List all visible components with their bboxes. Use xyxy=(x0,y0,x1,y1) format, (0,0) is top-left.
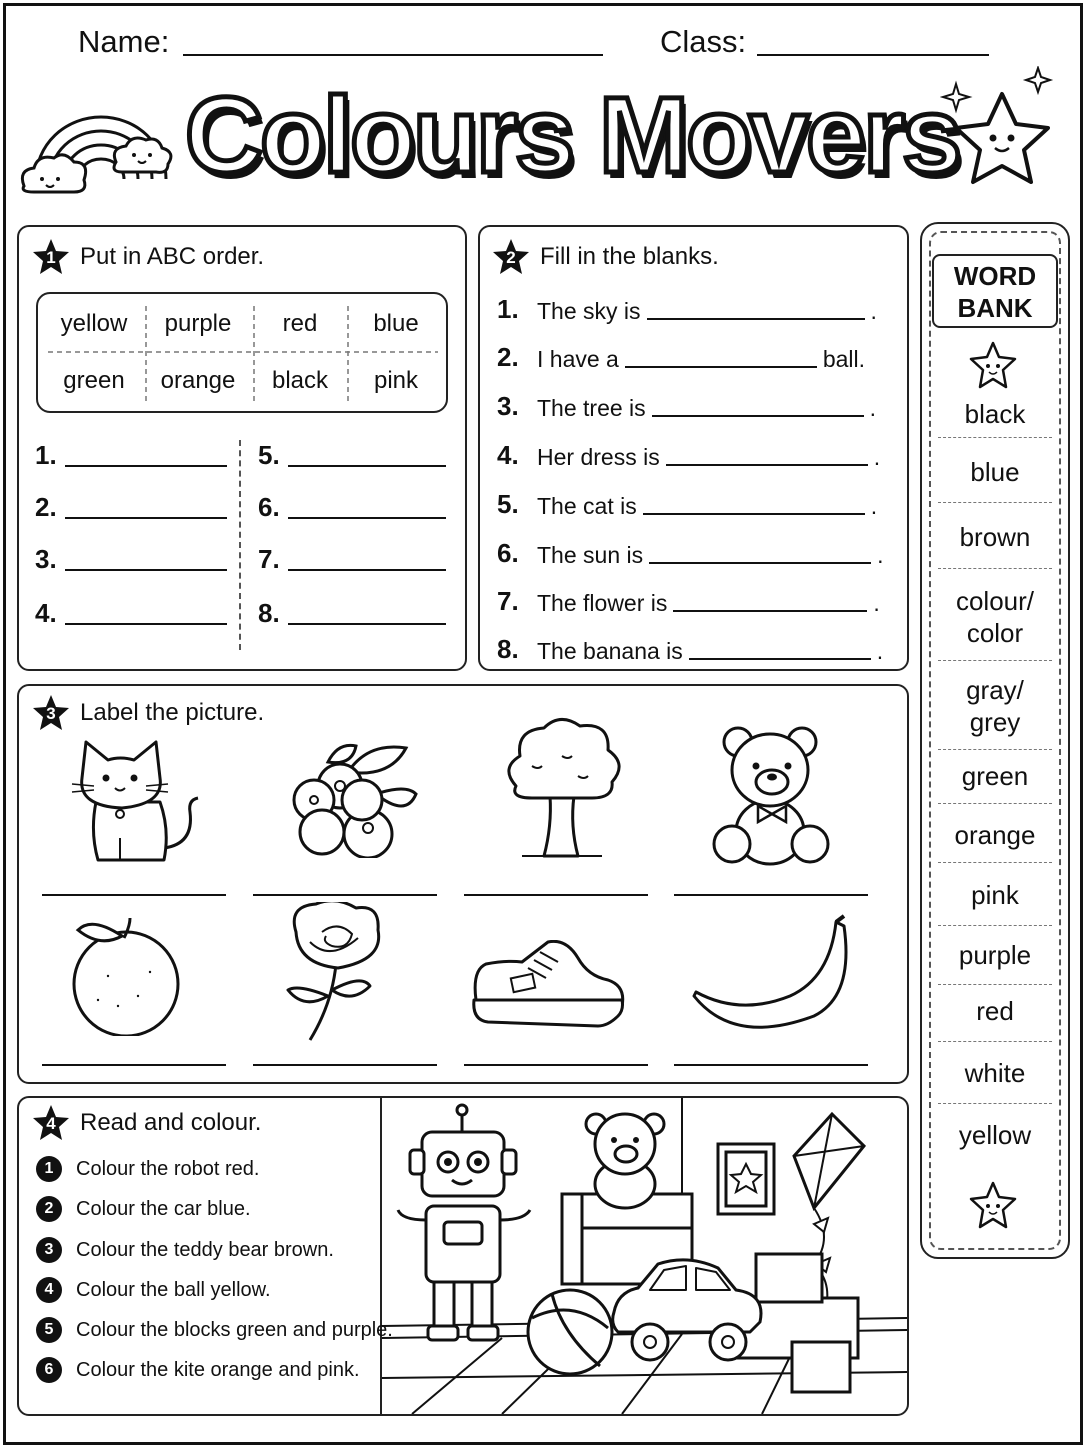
sneaker-icon xyxy=(470,940,626,1036)
cat-icon xyxy=(68,738,202,868)
abc-answer-row[interactable]: 8. xyxy=(258,598,446,629)
word-bank-divider xyxy=(938,862,1052,863)
banana-icon xyxy=(688,914,854,1038)
fill-blank-row[interactable]: 1. The sky is . xyxy=(497,294,877,324)
section2-heading: 2 Fill in the blanks. xyxy=(492,238,719,276)
colour-instruction: 6 Colour the kite orange and pink. xyxy=(36,1357,360,1383)
word-bank-divider xyxy=(938,803,1052,804)
word-bank-divider xyxy=(938,1103,1052,1104)
abc-answer-row[interactable]: 1. xyxy=(35,440,227,471)
abc-word: black xyxy=(271,367,329,394)
word-bank-divider xyxy=(938,568,1052,569)
colour-instruction: 4 Colour the ball yellow. xyxy=(36,1277,271,1303)
word-bank-divider xyxy=(938,984,1052,985)
fill-blank-row[interactable]: 3. The tree is . xyxy=(497,391,877,421)
abc-answer-row[interactable]: 7. xyxy=(258,544,446,575)
abc-word: green xyxy=(63,367,125,394)
word-bank-item: yellow xyxy=(958,1120,1032,1150)
word-bank-item: blue xyxy=(970,457,1020,487)
section1-heading: 1 Put in ABC order. xyxy=(32,238,264,276)
abc-word: orange xyxy=(160,367,236,394)
word-bank-item: purple xyxy=(958,940,1032,970)
word-bank-divider xyxy=(938,749,1052,750)
small-star-icon xyxy=(966,340,1020,392)
colour-instruction: 3 Colour the teddy bear brown. xyxy=(36,1237,334,1263)
word-bank-item: red xyxy=(976,996,1014,1026)
class-label: Class: xyxy=(660,24,747,59)
word-bank-divider xyxy=(938,925,1052,926)
abc-word: red xyxy=(282,310,318,337)
toy-room-picture[interactable] xyxy=(382,1098,907,1414)
abc-answer-row[interactable]: 2. xyxy=(35,492,227,523)
column-divider xyxy=(239,440,241,650)
colour-instruction: 5 Colour the blocks green and purple. xyxy=(36,1317,393,1343)
fill-blank-row[interactable]: 8. The banana is . xyxy=(497,634,884,664)
word-bank-item: brown xyxy=(959,522,1031,552)
section1-number-star-icon: 1 xyxy=(32,238,70,276)
word-bank-item: white xyxy=(964,1058,1026,1088)
class-field[interactable] xyxy=(757,54,989,56)
name-field[interactable] xyxy=(183,54,603,56)
blueberries-icon xyxy=(288,742,420,858)
teddy-bear-icon xyxy=(710,720,832,868)
section4-number-star-icon: 4 xyxy=(32,1104,70,1142)
colour-instruction: 2 Colour the car blue. xyxy=(36,1196,251,1222)
word-bank-title: WORD BANK xyxy=(932,254,1058,328)
colour-instruction: 1 Colour the robot red. xyxy=(36,1156,259,1182)
section2-number-star-icon: 2 xyxy=(492,238,530,276)
section3-heading: 3 Label the picture. xyxy=(32,694,264,732)
abc-word: yellow xyxy=(60,310,128,337)
abc-word: blue xyxy=(373,310,419,337)
rose-icon xyxy=(282,902,392,1042)
fill-blank-row[interactable]: 2. I have a ball. xyxy=(497,342,866,372)
robot-icon xyxy=(398,1105,530,1340)
picture-label-field[interactable] xyxy=(674,1064,868,1066)
word-bank-item: colour/ color xyxy=(955,586,1035,648)
word-bank-divider xyxy=(938,502,1052,503)
picture-frame-icon xyxy=(718,1144,774,1214)
picture-label-field[interactable] xyxy=(253,894,437,896)
abc-answer-row[interactable]: 6. xyxy=(258,492,446,523)
picture-label-field[interactable] xyxy=(674,894,868,896)
picture-label-field[interactable] xyxy=(464,894,648,896)
word-bank-divider xyxy=(938,437,1052,438)
word-bank-item: green xyxy=(961,761,1029,791)
ball-icon xyxy=(528,1290,612,1374)
rainbow-icon xyxy=(16,84,186,202)
picture-label-field[interactable] xyxy=(42,894,226,896)
picture-label-field[interactable] xyxy=(464,1064,648,1066)
orange-icon xyxy=(68,916,184,1036)
section4-heading: 4 Read and colour. xyxy=(32,1104,261,1142)
abc-answer-row[interactable]: 3. xyxy=(35,544,227,575)
word-bank-item: black xyxy=(964,399,1026,429)
abc-word: pink xyxy=(373,367,419,394)
picture-label-field[interactable] xyxy=(253,1064,437,1066)
abc-answer-row[interactable]: 4. xyxy=(35,598,227,629)
name-label: Name: xyxy=(78,24,170,59)
word-bank-divider xyxy=(938,1041,1052,1042)
picture-label-field[interactable] xyxy=(42,1064,226,1066)
fill-blank-row[interactable]: 7. The flower is . xyxy=(497,586,880,616)
fill-blank-row[interactable]: 5. The cat is . xyxy=(497,489,878,519)
abc-word: purple xyxy=(164,310,232,337)
small-teddy-icon xyxy=(586,1114,664,1208)
abc-answer-row[interactable]: 5. xyxy=(258,440,446,471)
word-bank-item: pink xyxy=(971,880,1019,910)
tree-icon xyxy=(502,716,622,864)
section3-number-star-icon: 3 xyxy=(32,694,70,732)
word-bank-divider xyxy=(938,660,1052,661)
worksheet-title: Colours Movers xyxy=(185,74,960,195)
word-bank-item: orange xyxy=(954,820,1036,850)
smiling-star-icon xyxy=(940,66,1064,196)
fill-blank-row[interactable]: 6. The sun is . xyxy=(497,538,884,568)
word-bank-item: gray/ grey xyxy=(966,675,1024,737)
small-star-icon xyxy=(966,1180,1020,1232)
fill-blank-row[interactable]: 4. Her dress is . xyxy=(497,440,881,470)
